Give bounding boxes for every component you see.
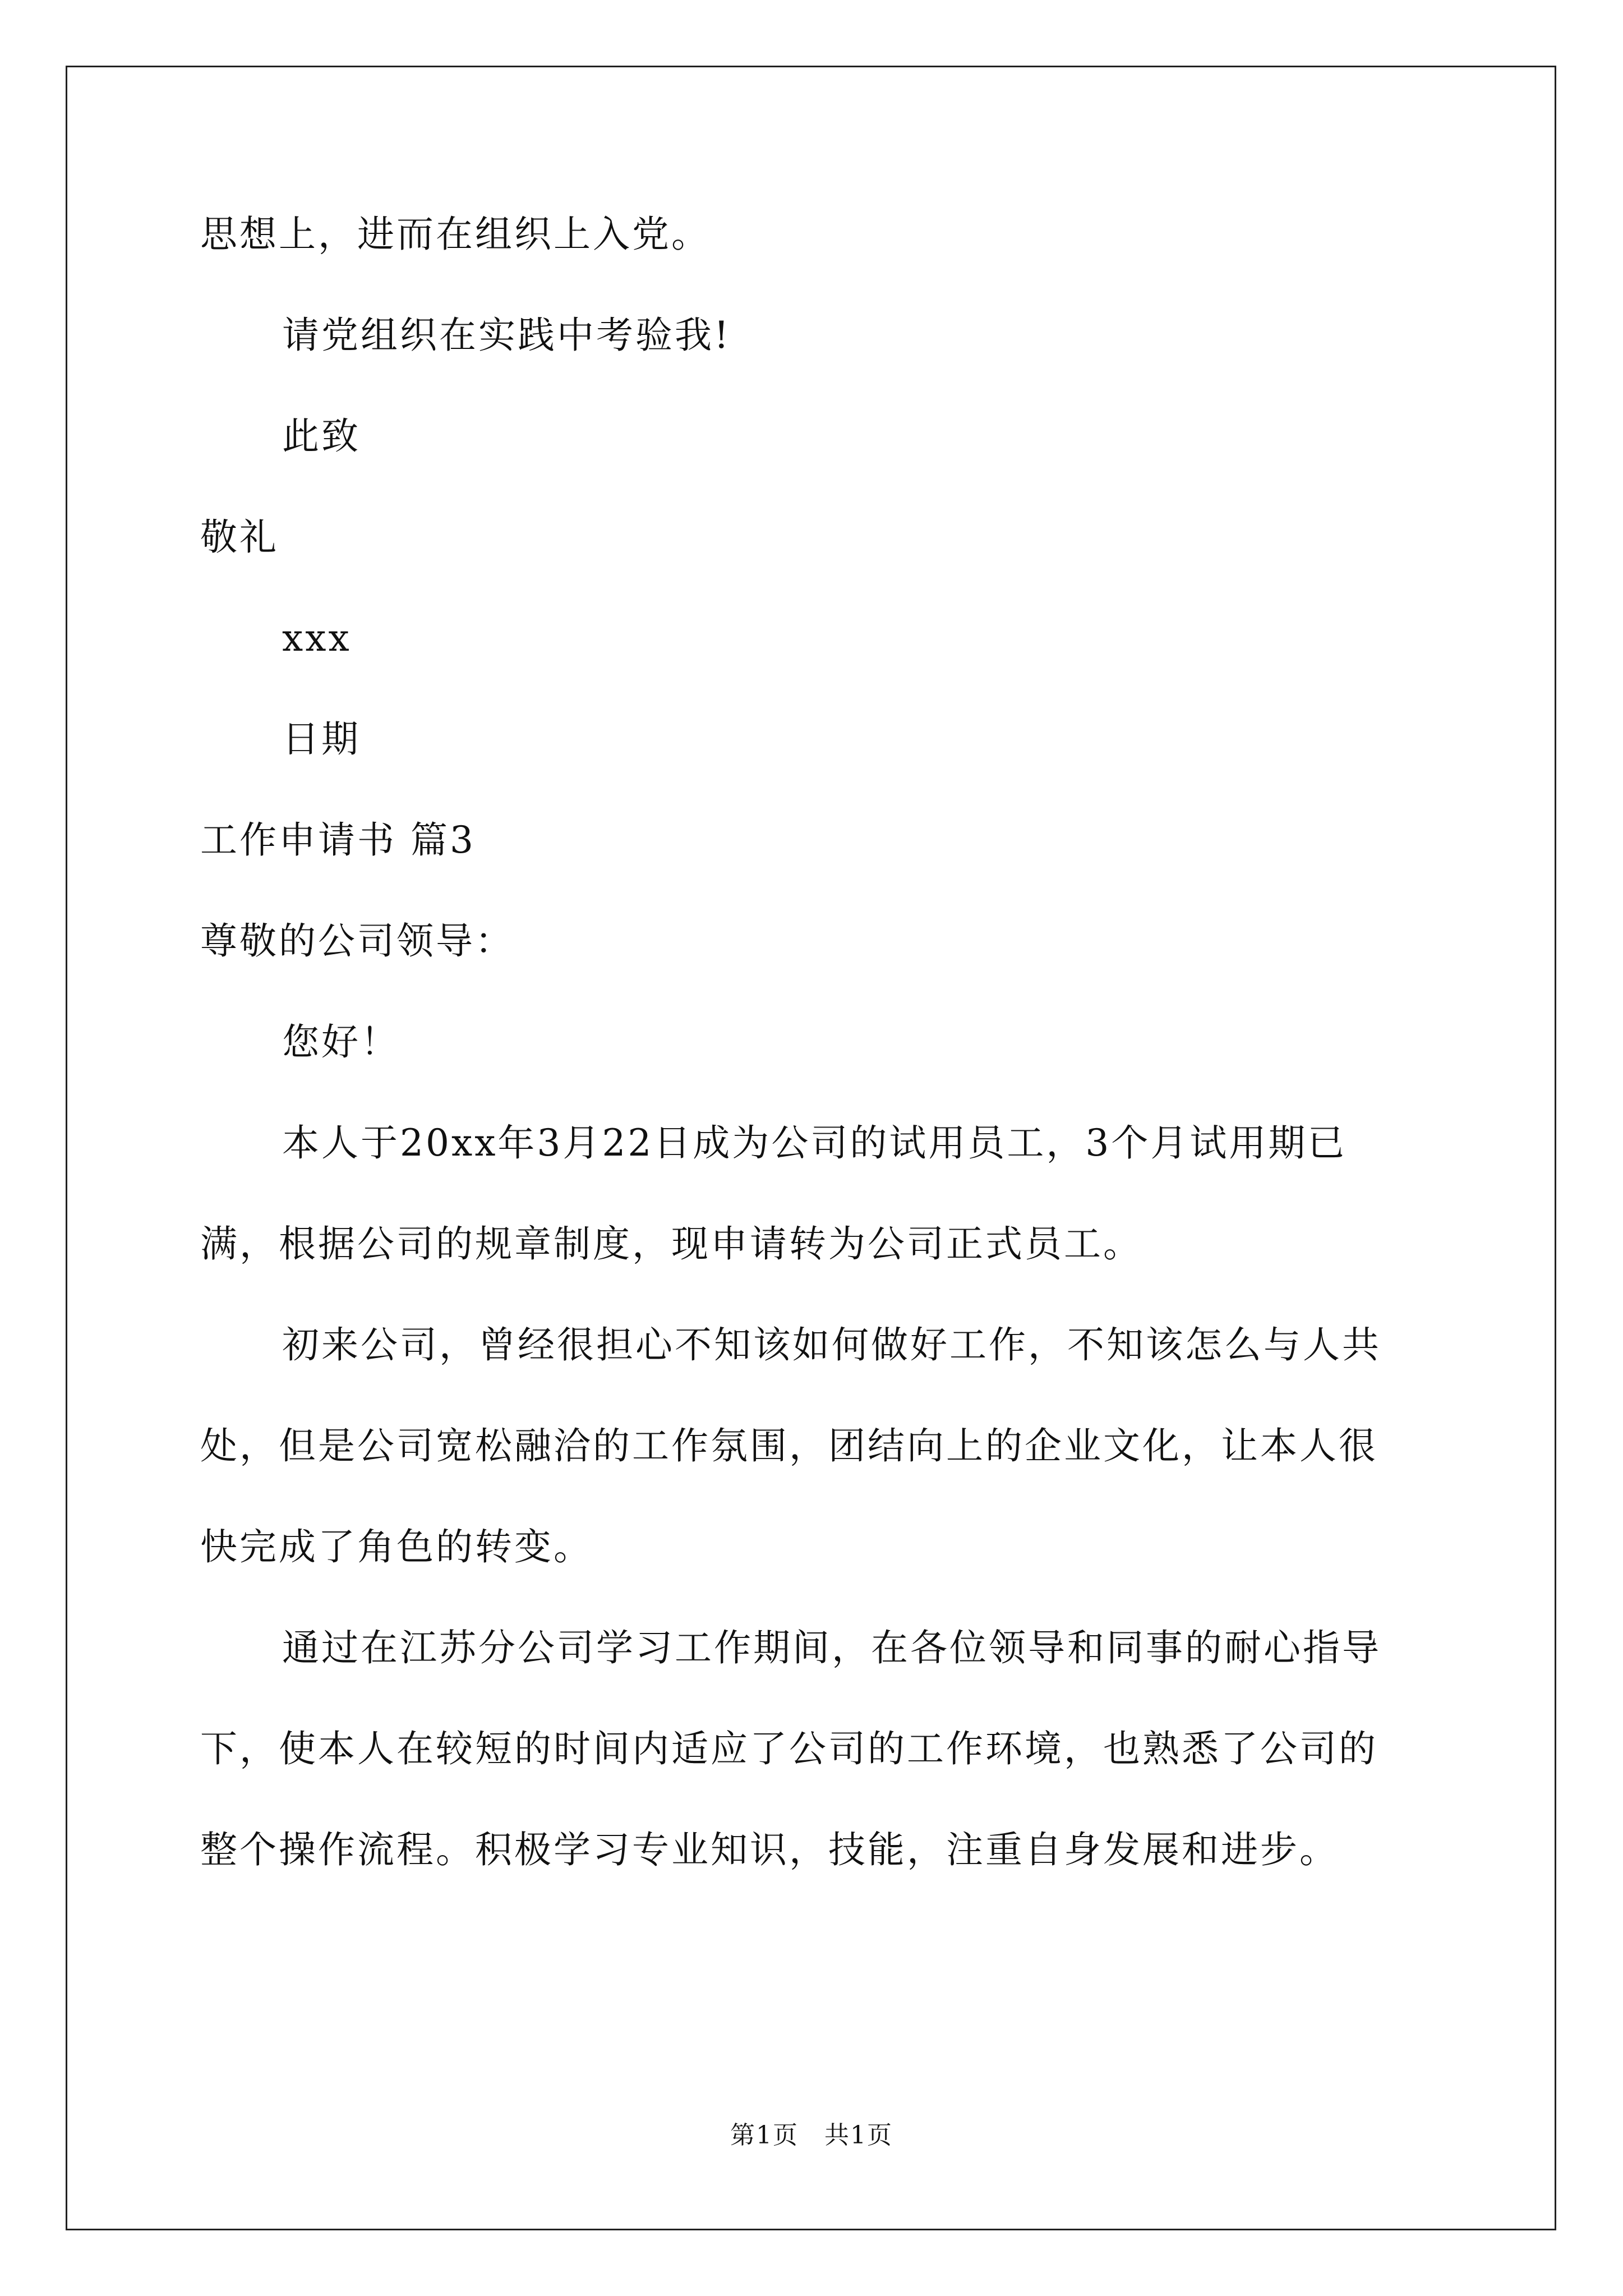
text-line: xxx xyxy=(282,616,352,660)
text-line: 此致 xyxy=(282,415,361,458)
text-line: 满，根据公司的规章制度，现申请转为公司正式员工。 xyxy=(200,1222,1142,1266)
text-line: 快完成了角色的转变。 xyxy=(200,1525,593,1568)
text-line: 思想上，进而在组织上入党。 xyxy=(200,213,711,256)
text-line: 请党组织在实践中考验我! xyxy=(282,314,731,357)
text-line: 通过在江苏分公司学习工作期间，在各位领导和同事的耐心指导 xyxy=(282,1626,1381,1669)
greeting: 您好！ xyxy=(282,1020,400,1064)
text-line: 日期 xyxy=(282,717,361,761)
text-line: 处，但是公司宽松融洽的工作氛围，团结向上的企业文化，让本人很 xyxy=(200,1424,1378,1467)
text-line: 下，使本人在较短的时间内适应了公司的工作环境，也熟悉了公司的 xyxy=(200,1727,1378,1770)
section-heading: 工作申请书 篇3 xyxy=(200,818,476,862)
text-line: 整个操作流程。积极学习专业知识，技能，注重自身发展和进步。 xyxy=(200,1828,1339,1871)
text-line: 敬礼 xyxy=(200,516,279,559)
salutation: 尊敬的公司领导： xyxy=(200,919,514,963)
text-line: 初来公司，曾经很担心不知该如何做好工作，不知该怎么与人共 xyxy=(282,1323,1381,1366)
page-number-footer: 第1页 共1页 xyxy=(730,2121,893,2150)
text-line: 本人于20xx年3月22日成为公司的试用员工，3个月试用期已 xyxy=(282,1121,1347,1165)
